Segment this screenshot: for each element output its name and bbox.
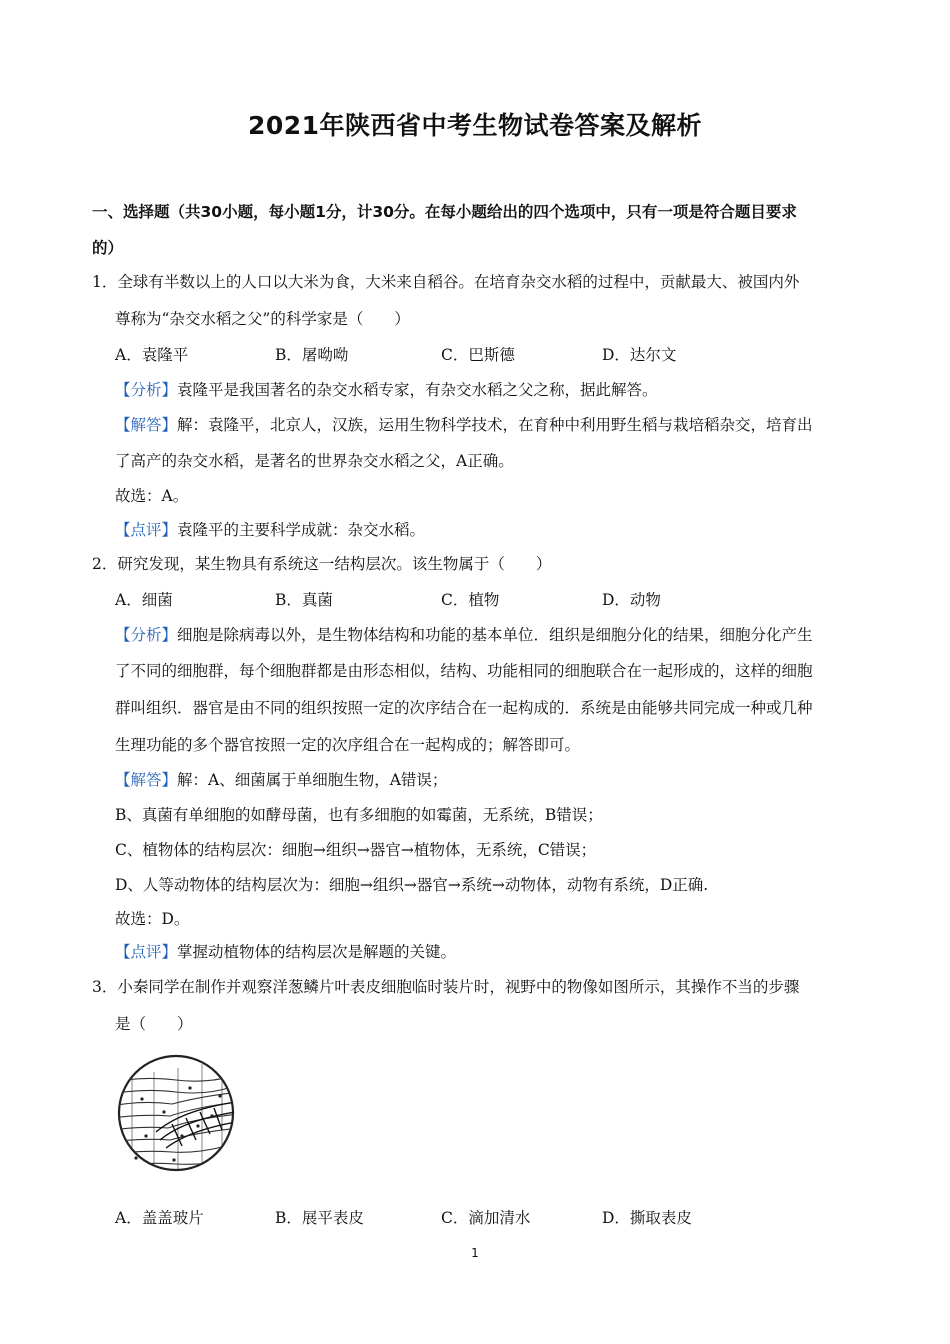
- q2-option-d: D．动物: [602, 591, 661, 609]
- section-heading-cont: 的）: [92, 239, 124, 257]
- answer-tag: 【解答】: [115, 771, 178, 789]
- q2-choice: 故选：D。: [115, 910, 190, 928]
- q2-answer-text: 解：A、细菌属于单细胞生物，A错误；: [177, 771, 448, 789]
- q1-stem-cont: 尊称为“杂交水稻之父”的科学家是（ ）: [115, 310, 410, 328]
- analysis-tag: 【分析】: [115, 626, 178, 644]
- q2-stem: 2．研究发现，某生物具有系统这一结构层次。该生物属于（ ）: [92, 555, 552, 573]
- page-title: 2021年陕西省中考生物试卷答案及解析: [247, 111, 703, 140]
- q1-stem: 1．全球有半数以上的人口以大米为食，大米来自稻谷。在培育杂交水稻的过程中，贡献最大、被国内外: [92, 273, 800, 291]
- q1-analysis-text: 袁隆平是我国著名的杂交水稻专家，有杂交水稻之父之称，据此解答。: [177, 381, 658, 399]
- q2-analysis-cont-1: 了不同的细胞群，每个细胞群都是由形态相似，结构、功能相同的细胞联合在一起形成的，这样的细胞: [115, 662, 813, 680]
- q2-answer: [115, 770, 447, 790]
- q1-option-b: B．屠呦呦: [275, 346, 349, 364]
- microscope-view-figure: [112, 1044, 240, 1182]
- q3-option-d: D．撕取表皮: [602, 1209, 692, 1227]
- q2-option-a: A．细菌: [115, 591, 173, 609]
- q3-option-b: B．展平表皮: [275, 1209, 364, 1227]
- q1-option-c: C．巴斯德: [441, 346, 515, 364]
- q3-option-c: C．滴加清水: [441, 1209, 531, 1227]
- q3-stem: 3．小秦同学在制作并观察洋葱鳞片叶表皮细胞临时装片时，视野中的物像如图所示，其操作不当的步骤: [92, 978, 800, 996]
- q1-answer-text: 解：袁隆平，北京人，汉族，运用生物科学技术，在育种中利用野生稻与栽培稻杂交，培育出: [177, 416, 813, 434]
- q1-answer: [115, 415, 813, 435]
- q2-option-b: B．真菌: [275, 591, 333, 609]
- q2-answer-b: B、真菌有单细胞的如酵母菌，也有多细胞的如霉菌，无系统，B错误；: [115, 806, 603, 824]
- q2-comment: [115, 942, 456, 962]
- q2-option-c: C．植物: [441, 591, 500, 609]
- q1-choice: 故选：A。: [115, 487, 189, 505]
- q2-analysis-cont-3: 生理功能的多个器官按照一定的次序组合在一起构成的；解答即可。: [115, 736, 581, 754]
- page-number: 1: [471, 1246, 479, 1260]
- comment-tag: 【点评】: [115, 521, 178, 539]
- section-heading: 一、选择题（共30小题，每小题1分，计30分。在每小题给出的四个选项中，只有一项是符合题目要求: [92, 203, 797, 221]
- q2-answer-c: C、植物体的结构层次：细胞→组织→器官→植物体，无系统，C错误；: [115, 841, 597, 859]
- q2-answer-d: D、人等动物体的结构层次为：细胞→组织→器官→系统→动物体，动物有系统，D正确.: [115, 876, 709, 894]
- q1-comment: [115, 520, 425, 540]
- q2-analysis-cont-2: 群叫组织．器官是由不同的组织按照一定的次序结合在一起构成的．系统是由能够共同完成一种或几种: [115, 699, 813, 717]
- q1-answer-cont: 了高产的杂交水稻，是著名的世界杂交水稻之父，A正确。: [115, 452, 514, 470]
- q2-analysis: [115, 625, 813, 645]
- q3-stem-cont: 是（ ）: [115, 1015, 193, 1033]
- q1-option-d: D．达尔文: [602, 346, 677, 364]
- q2-comment-text: 掌握动植物体的结构层次是解题的关键。: [177, 943, 457, 961]
- analysis-tag: 【分析】: [115, 381, 178, 399]
- q1-comment-text: 袁隆平的主要科学成就：杂交水稻。: [177, 521, 426, 539]
- comment-tag: 【点评】: [115, 943, 178, 961]
- q1-analysis: [115, 380, 658, 400]
- q3-option-a: A．盖盖玻片: [115, 1209, 204, 1227]
- answer-tag: 【解答】: [115, 416, 178, 434]
- q1-option-a: A．袁隆平: [115, 346, 189, 364]
- q2-analysis-text: 细胞是除病毒以外，是生物体结构和功能的基本单位．组织是细胞分化的结果，细胞分化产生: [177, 626, 813, 644]
